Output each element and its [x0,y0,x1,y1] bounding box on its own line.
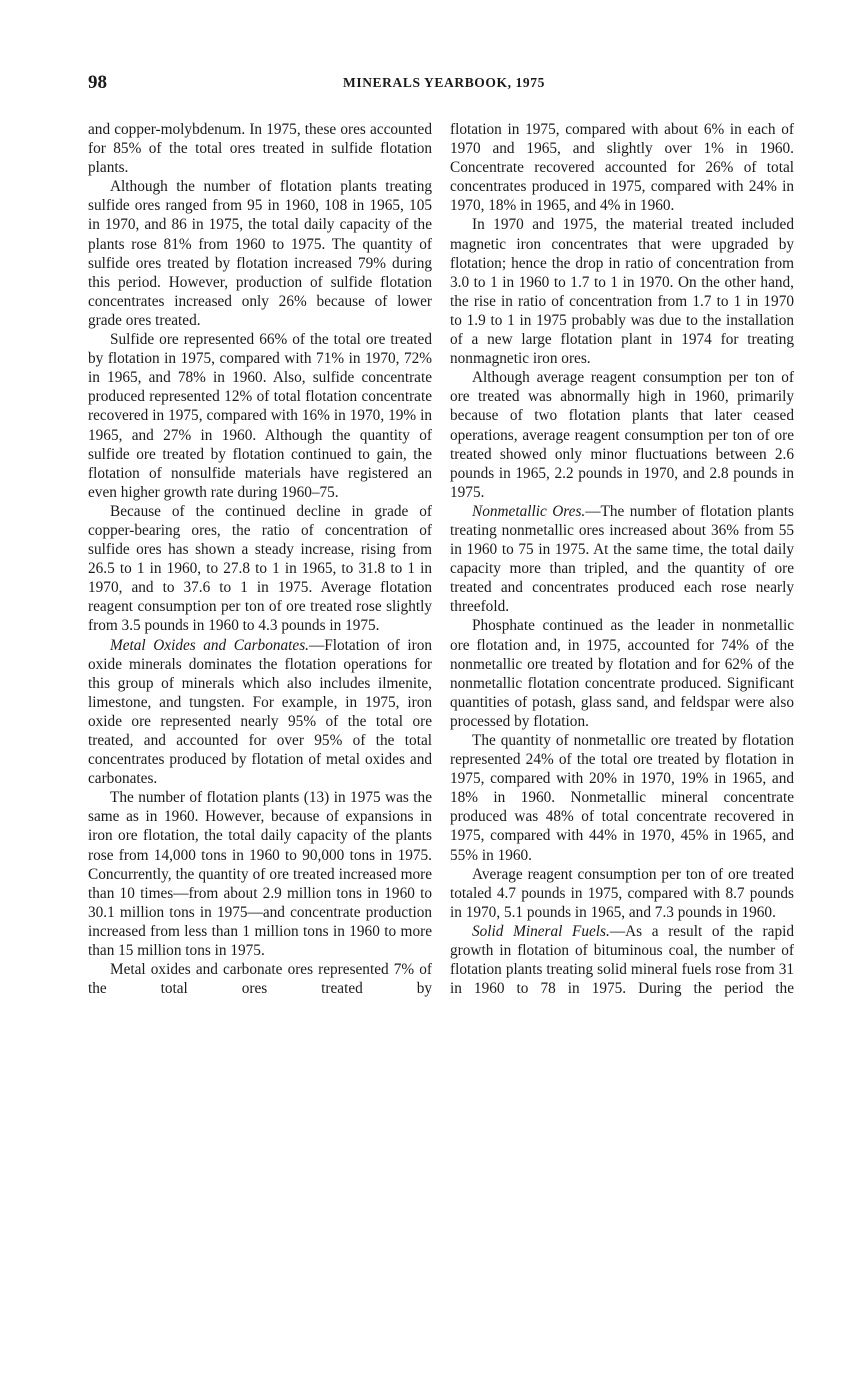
right-column [450,120,794,998]
paragraph: Sulfide ore represented 66% of the total ore treated by flotation in 1975, compared with 71% in 1970, 72% in 1965, and 78% in 1960. Also, sulfide concentrate produced represented 12% of total flotation concentrate recovered in 1975, compared with 16% in 1970, 19% in 1965, and 27% in 1960. Although the quantity of sulfide ore treated by flotation continued to gain, the flotation of nonsulfide materials have registered an even higher growth rate during 1960–75. [88,331,432,501]
paragraph: The quantity of nonmetallic ore treated by flotation represented 24% of the total ore treated by flotation in 1975, compared with 20% in 1970, 19% in 1965, and 18% in 1960. Nonmetallic mineral concentrate produced was 48% of total concentrate recovered in 1975, compared with 44% in 1970, 45% in 1965, and 55% in 1960. [450,732,794,864]
running-title: MINERALS YEARBOOK, 1975 [343,75,545,90]
paragraph [450,502,794,617]
section-run-head: Solid Mineral Fuels. [472,922,610,940]
left-column [88,120,432,998]
section-run-head: Nonmetallic Ores. [472,502,586,520]
paragraph: Because of the continued decline in grade of copper-bearing ores, the ratio of concentration of sulfide ores has shown a steady increase, rising from 26.5 to 1 in 1960, to 27.8 to 1 in 1965, to 31.8 to 1 in 1970, and to 37.6 to 1 in 1975. Average flotation reagent consumption per ton of ore treated rose slightly from 3.5 pounds in 1960 to 4.3 pounds in 1975. [88,502,432,635]
paragraph-body: —Flotation of iron oxide minerals dominates the flotation operations for this group of minerals which also includes ilmenite, limestone, and tungsten. For example, in 1975, iron oxide ore represented nearly 95% of the total ore treated, and accounted for over 95% of the total concentrates produced by flotation of metal oxides and carbonates. [88,636,432,788]
page-header [88,72,800,100]
paragraph-body: —The number of flotation plants treating nonmetallic ores increased about 36% from 55 in 1960 to 75 in 1975. At the same time, the total daily capacity more than tripled, and the quantity of ore treated and concentrates produced each rose nearly threefold. [450,502,794,616]
paragraph: Although average reagent consumption per ton of ore treated was abnormally high in 1960, primarily because of two flotation plants that later ceased operations, average reagent consumption per ton of ore treated showed only minor fluctuations between 2.6 pounds in 1965, 2.2 pounds in 1970, and 2.8 pounds in 1975. [450,369,794,501]
paragraph [450,922,794,998]
paragraph: Metal oxides and carbonate ores represented 7% of the total ores treated by [88,961,432,998]
section-run-head: Metal Oxides and Carbonates. [110,636,309,654]
paragraph: The number of flotation plants (13) in 1975 was the same as in 1960. However, because of expansions in iron ore flotation, the total daily capacity of the plants rose from 14,000 tons in 1960 to 90,000 tons in 1975. Concurrently, the quantity of ore treated increased more than 10 times—from about 2.9 million tons in 1960 to 30.1 million tons in 1975—and concentrate production increased from less than 1 million tons in 1960 to more than 15 million tons in 1975. [88,789,432,960]
page-number: 98 [88,72,107,93]
paragraph: and copper-molybdenum. In 1975, these ores accounted for 85% of the total ores treated in sulfide flotation plants. [88,121,432,177]
paragraph [88,636,432,789]
paragraph: Average reagent consumption per ton of ore treated totaled 4.7 pounds in 1975, compared with 8.7 pounds in 1970, 5.1 pounds in 1965, and 7.3 pounds in 1960. [450,865,794,921]
paragraph: Phosphate continued as the leader in nonmetallic ore flotation and, in 1975, accounted for 74% of the nonmetallic ore treated by flotation and for 62% of the nonmetallic flotation concentrate produced. Significant quantities of potash, glass sand, and feldspar were also processed by flotation. [450,617,794,730]
paragraph: flotation in 1975, compared with about 6% in each of 1970 and 1965, and slightly over 1% in 1960. Concentrate recovered accounted for 26% of total concentrates produced in 1975, compared with 24% in 1970, 18% in 1965, and 4% in 1960. [450,121,794,215]
paragraph-body: —As a result of the rapid growth in flotation of bituminous coal, the number of flotation plants treating solid mineral fuels rose from 31 in 1960 to 78 in 1975. During the period the [450,922,794,998]
paragraph: Although the number of flotation plants treating sulfide ores ranged from 95 in 1960, 108 in 1965, 105 in 1970, and 86 in 1975, the total daily capacity of the plants rose 81% from 1960 to 1975. The quantity of sulfide ores treated by flotation increased 79% during this period. However, production of sulfide flotation concentrates increased only 26% because of lower grade ores treated. [88,178,432,329]
paragraph: In 1970 and 1975, the material treated included magnetic iron concentrates that were upgraded by flotation; hence the drop in ratio of concentration from 3.0 to 1 in 1960 to 1.7 to 1 in 1970. On the other hand, the rise in ratio of concentration from 1.7 to 1 in 1970 to 1.9 to 1 in 1975 probably was due to the installation of a new large flotation plant in 1974 for treating nonmagnetic iron ores. [450,216,794,368]
